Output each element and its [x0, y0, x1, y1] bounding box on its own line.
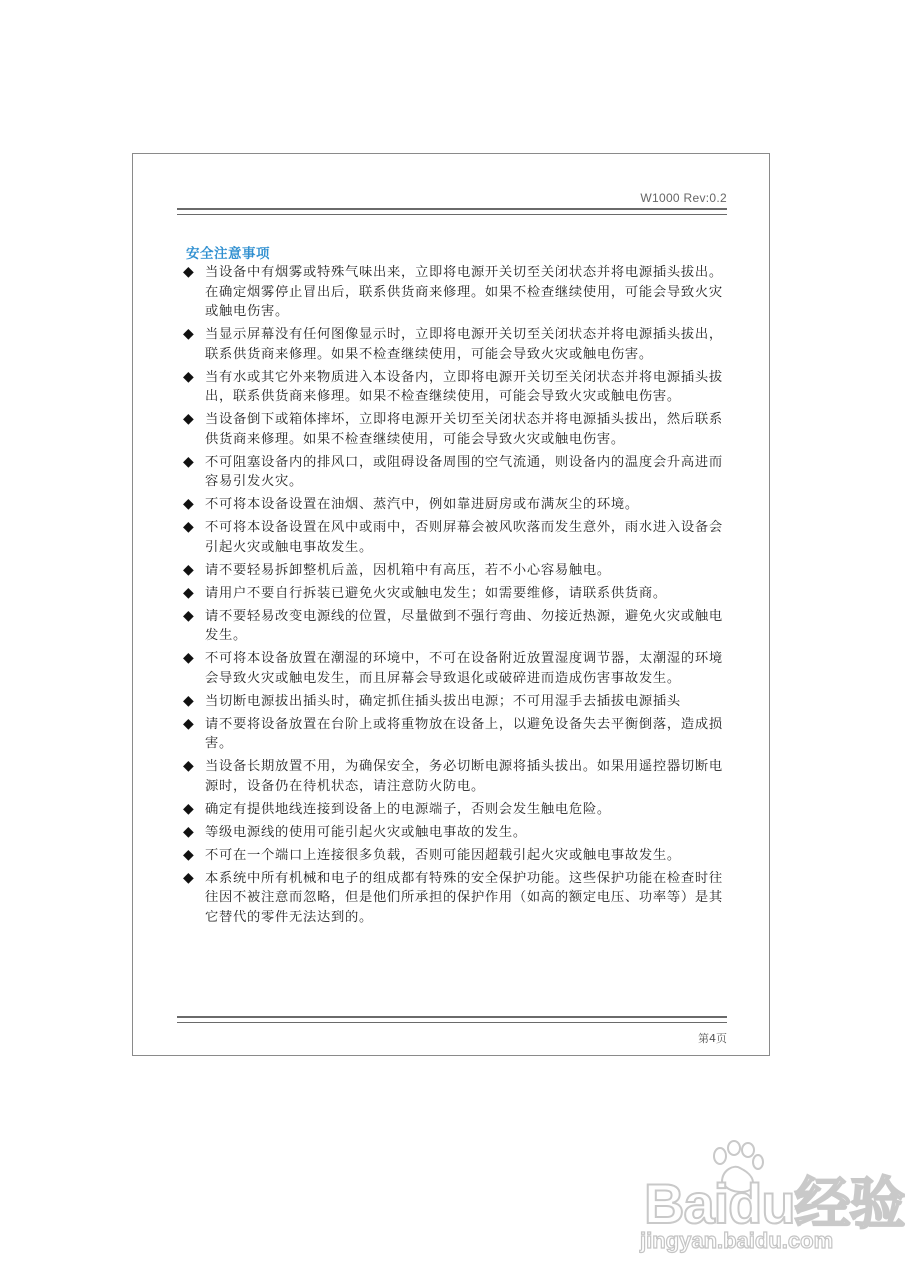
- notice-item: [183, 607, 733, 646]
- notice-text: 当有水或其它外来物质进入本设备内，立即将电源开关切至关闭状态并将电源插头拔出，联系供货商来修理。如果不检查继续使用，可能会导致火灾或触电伤害。: [205, 369, 723, 404]
- diamond-bullet-icon: ◆: [183, 869, 195, 886]
- notice-text: 当设备中有烟雾或特殊气味出来，立即将电源开关切至关闭状态并将电源插头拔出。在确定烟雾停止冒出后，联系供货商来修理。如果不检查继续使用，可能会导致火灾或触电伤害。: [205, 265, 723, 319]
- notice-text: 当设备长期放置不用，为确保安全，务必切断电源将插头拔出。如果用遥控器切断电源时，设备仍在待机状态，请注意防火防电。: [205, 759, 723, 794]
- notice-text: 请用户不要自行拆装已避免火灾或触电发生；如需要维修，请联系供货商。: [205, 585, 667, 601]
- baidu-jingyan-watermark: [640, 1140, 905, 1265]
- notice-item: [183, 495, 733, 515]
- notice-text: 不可阻塞设备内的排风口，或阻碍设备周围的空气流通，则设备内的温度会升高进而容易引发火灾。: [205, 454, 723, 489]
- notice-text: 确定有提供地线连接到设备上的电源端子，否则会发生触电危险。: [205, 801, 611, 817]
- notice-item: [183, 649, 733, 688]
- notice-item: [183, 263, 733, 322]
- notice-item: [183, 869, 733, 928]
- watermark-url: jingyan.baidu.com: [640, 1228, 834, 1253]
- header-rule: [177, 208, 727, 215]
- diamond-bullet-icon: ◆: [183, 758, 195, 774]
- diamond-bullet-icon: ◆: [183, 823, 195, 840]
- section-title: 安全注意事项: [186, 246, 270, 262]
- diamond-bullet-icon: ◆: [183, 453, 195, 470]
- notice-text: 等级电源线的使用可能引起火灾或触电事故的发生。: [205, 824, 527, 840]
- diamond-bullet-icon: ◆: [183, 607, 195, 624]
- notice-item: [183, 757, 733, 796]
- notice-text: 请不要轻易改变电源线的位置，尽量做到不强行弯曲、勿接近热源，避免火灾或触电发生。: [205, 608, 723, 643]
- notice-item: [183, 368, 733, 407]
- notice-text: 请不要轻易拆卸整机后盖，因机箱中有高压，若不小心容易触电。: [205, 562, 611, 578]
- notice-item: [183, 518, 733, 557]
- diamond-bullet-icon: ◆: [183, 561, 195, 578]
- notice-item: [183, 715, 733, 754]
- page-number: 第4页: [698, 1032, 727, 1045]
- diamond-bullet-icon: ◆: [183, 368, 195, 385]
- notice-text: 当显示屏幕没有任何图像显示时，立即将电源开关切至关闭状态并将电源插头拔出，联系供货商来修理。如果不检查继续使用，可能会导致火灾或触电伤害。: [205, 327, 723, 362]
- notice-text: 不可在一个端口上连接很多负载，否则可能因超载引起火灾或触电事故发生。: [205, 847, 681, 863]
- diamond-bullet-icon: ◆: [183, 519, 195, 535]
- diamond-bullet-icon: ◆: [183, 584, 195, 601]
- diamond-bullet-icon: ◆: [183, 800, 195, 817]
- diamond-bullet-icon: ◆: [183, 692, 195, 709]
- diamond-bullet-icon: ◆: [183, 326, 195, 342]
- notice-item: [183, 410, 733, 449]
- diamond-bullet-icon: ◆: [183, 411, 195, 427]
- notice-item: [183, 800, 733, 820]
- safety-notice-list: [183, 263, 733, 931]
- notice-item: [183, 584, 733, 604]
- watermark-logo-text: Baidu经验: [644, 1172, 905, 1235]
- notice-item: [183, 325, 733, 364]
- notice-item: [183, 561, 733, 581]
- notice-item: [183, 692, 733, 712]
- diamond-bullet-icon: ◆: [183, 264, 195, 280]
- notice-item: [183, 453, 733, 492]
- diamond-bullet-icon: ◆: [183, 715, 195, 732]
- diamond-bullet-icon: ◆: [183, 846, 195, 863]
- notice-text: 当设备倒下或箱体摔坏，立即将电源开关切至关闭状态并将电源插头拔出，然后联系供货商来修理。如果不检查继续使用，可能会导致火灾或触电伤害。: [205, 412, 723, 447]
- notice-text: 请不要将设备放置在台阶上或将重物放在设备上，以避免设备失去平衡倒落，造成损害。: [205, 716, 723, 751]
- document-page: [132, 153, 770, 1056]
- diamond-bullet-icon: ◆: [183, 650, 195, 666]
- footer-rule: [177, 1016, 727, 1023]
- notice-text: 本系统中所有机械和电子的组成都有特殊的安全保护功能。这些保护功能在检查时往往因不被注意而忽略，但是他们所承担的保护作用（如高的额定电压、功率等）是其它替代的零件无法达到的。: [205, 870, 723, 925]
- notice-item: [183, 846, 733, 866]
- diamond-bullet-icon: ◆: [183, 496, 195, 512]
- document-id: W1000 Rev:0.2: [640, 191, 727, 205]
- notice-text: 不可将本设备设置在风中或雨中，否则屏幕会被风吹落而发生意外，雨水进入设备会引起火灾或触电事故发生。: [205, 520, 723, 555]
- notice-text: 当切断电源拔出插头时，确定抓住插头拔出电源；不可用湿手去插拔电源插头: [205, 693, 681, 709]
- notice-item: [183, 823, 733, 843]
- notice-text: 不可将本设备放置在潮湿的环境中，不可在设备附近放置湿度调节器，太潮湿的环境会导致火灾或触电发生，而且屏幕会导致退化或破碎进而造成伤害事故发生。: [205, 651, 723, 686]
- notice-text: 不可将本设备设置在油烟、蒸汽中，例如靠进厨房或布满灰尘的环境。: [205, 497, 639, 512]
